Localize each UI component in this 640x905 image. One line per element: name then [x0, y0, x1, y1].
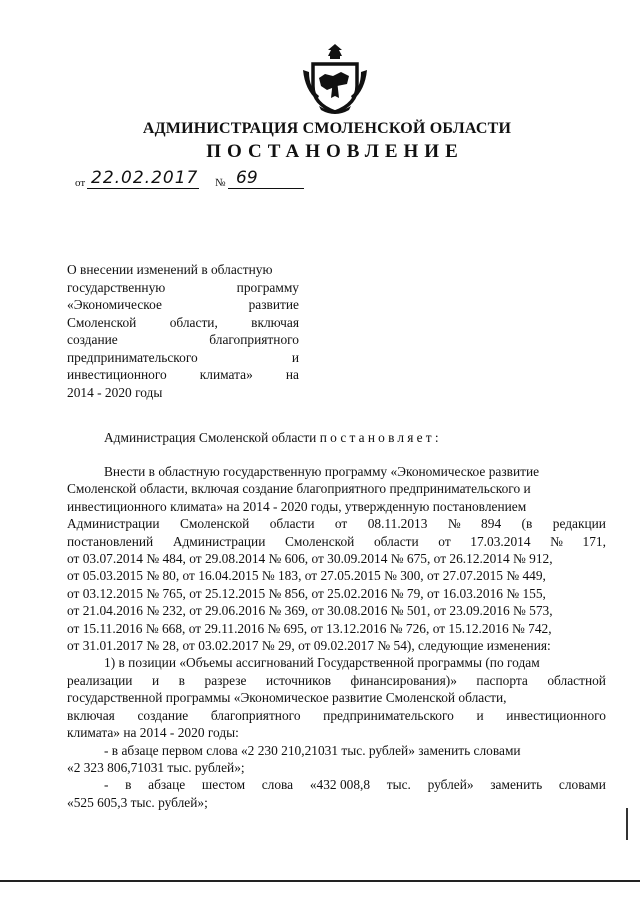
body-text: инвестиционного климата» на 2014 - 2020 годы, утвержденную постановлением	[67, 498, 527, 514]
body-text: области	[373, 533, 419, 549]
body-text: паспорта	[476, 672, 528, 688]
body-text: инвестиционного	[506, 707, 606, 723]
body-text: абзаце	[148, 777, 186, 793]
subject-line	[67, 349, 299, 367]
body-text: и	[151, 672, 160, 688]
body-text: от 31.01.2017 № 28, от 03.02.2017 № 29, от 09.02.2017 № 54), следующие изменения:	[67, 638, 551, 654]
body-text: включая	[67, 707, 115, 723]
body-text: от 15.11.2016 № 668, от 29.11.2016 № 695, от 13.12.2016 № 726, от 15.12.2016 № 742,	[67, 620, 552, 636]
subject-text: государственную	[67, 279, 166, 295]
body-line	[67, 515, 606, 532]
body-text: Внести в областную государственную программу «Экономическое развитие	[104, 464, 540, 479]
body-line	[67, 480, 606, 497]
subject-text: О внесении изменений в областную	[67, 262, 273, 277]
body-line	[67, 654, 606, 671]
body-text: создание	[137, 707, 189, 723]
subject-text: программу	[236, 279, 299, 295]
body-line	[67, 463, 606, 480]
coat-of-arms-emblem	[297, 40, 373, 116]
body-text: рублей»	[427, 777, 474, 793]
subject-line	[67, 261, 299, 279]
body-line	[67, 759, 606, 776]
subject-line	[67, 296, 299, 314]
body-text: №	[550, 533, 563, 549]
body-line	[67, 637, 606, 654]
body-text: в	[125, 777, 132, 793]
body-line	[67, 672, 606, 689]
subject-text: развитие	[248, 297, 299, 312]
subject-text: 2014 - 2020 годы	[67, 384, 163, 400]
body-text: 08.11.2013	[367, 516, 428, 532]
date-prefix: от	[75, 177, 86, 189]
body-line	[67, 724, 606, 741]
body-line	[67, 550, 606, 567]
body-text: тыс.	[386, 777, 411, 793]
body-line	[67, 707, 606, 724]
date-number-line	[75, 168, 315, 192]
body-text: 17.03.2014	[470, 533, 531, 549]
body-line	[67, 776, 606, 793]
body-text: шестом	[201, 777, 246, 793]
body-line	[67, 585, 606, 602]
intro-resolves: постановляет:	[319, 430, 442, 445]
bottom-rule	[0, 880, 640, 882]
body-text: и	[476, 707, 484, 723]
subject-text: области,	[169, 314, 218, 330]
body-line	[67, 498, 606, 515]
main-body	[67, 463, 606, 811]
subject-text: климата»	[199, 367, 253, 382]
subject-text: «Экономическое	[67, 297, 162, 312]
body-text: реализации	[67, 672, 133, 688]
body-text: финансирования)»	[350, 672, 457, 688]
subject-text: Смоленской	[67, 314, 137, 330]
body-text: №	[447, 516, 461, 532]
body-text: 171,	[582, 533, 606, 549]
body-line	[67, 794, 606, 811]
handwritten-number: 69	[228, 168, 304, 189]
body-text: климата» на 2014 - 2020 годы:	[67, 725, 239, 741]
body-text: Смоленской	[284, 533, 355, 549]
body-text: источников	[265, 672, 332, 688]
body-text: от 03.12.2015 № 765, от 25.12.2015 № 856, от 25.02.2016 № 79, от 16.03.2016 № 155,	[67, 585, 546, 601]
body-text: словами	[558, 777, 606, 793]
body-text: редакции	[552, 516, 606, 532]
body-text: «432 008,8	[309, 777, 371, 793]
body-text: - в абзаце первом слова «2 230 210,21031 тыс. рублей» заменить словами	[104, 742, 521, 758]
body-line	[67, 620, 606, 637]
handwritten-date: 22.02.2017	[87, 168, 199, 189]
body-text: 1) в позиции «Объемы ассигнований Государственной программы (по годам	[104, 655, 540, 671]
subject-text: включая	[251, 314, 299, 330]
subject-line	[67, 331, 299, 349]
subject-line	[67, 366, 299, 384]
body-text: от 21.04.2016 № 232, от 29.06.2016 № 369, от 30.08.2016 № 501, от 23.09.2016 № 573,	[67, 603, 553, 619]
body-text: Администрации	[172, 533, 266, 549]
subject-text: на	[285, 367, 299, 382]
body-text: благоприятного	[210, 707, 301, 723]
body-line	[67, 602, 606, 619]
intro-paragraph	[67, 429, 606, 446]
subject-text: инвестиционного	[67, 367, 167, 382]
body-text: Смоленской	[179, 516, 250, 532]
body-text: области	[269, 516, 315, 532]
page-edge-mark	[626, 808, 628, 840]
body-line	[67, 533, 606, 550]
body-text: постановлений	[67, 533, 154, 549]
body-text: заменить	[490, 777, 543, 793]
body-text: от	[334, 516, 348, 532]
subject-line	[67, 314, 299, 332]
body-text: областной	[547, 672, 606, 688]
subject-line	[67, 384, 299, 402]
body-text: «525 605,3 тыс. рублей»;	[67, 794, 208, 810]
subject-block	[67, 261, 299, 401]
body-text: Администрации	[67, 516, 160, 532]
body-line	[67, 742, 606, 759]
body-text: 894	[481, 516, 502, 532]
body-text: в	[178, 672, 185, 688]
body-text: государственной программы «Экономическое развитие Смоленской области,	[67, 690, 507, 706]
body-text: от 03.07.2014 № 484, от 29.08.2014 № 606, от 30.09.2014 № 675, от 26.12.2014 № 912,	[67, 551, 553, 567]
intro-text: Администрация Смоленской области	[104, 430, 317, 445]
body-text: предпринимательского	[323, 707, 454, 723]
body-text: разрезе	[204, 672, 247, 688]
subject-line	[67, 279, 299, 297]
body-text: (в	[521, 516, 533, 532]
body-text: Смоленской области, включая создание благоприятного предпринимательского и	[67, 481, 531, 497]
organization-title: АДМИНИСТРАЦИЯ СМОЛЕНСКОЙ ОБЛАСТИ	[142, 120, 512, 137]
body-text: слова	[261, 777, 294, 793]
body-text: от	[438, 533, 451, 549]
body-text: «2 323 806,71031 тыс. рублей»;	[67, 759, 245, 775]
body-line	[67, 567, 606, 584]
subject-text: благоприятного	[209, 332, 299, 347]
subject-text: и	[291, 349, 299, 365]
number-prefix: №	[215, 177, 226, 189]
subject-text: предпринимательского	[67, 349, 198, 365]
body-line	[67, 689, 606, 706]
subject-text: создание	[67, 332, 118, 347]
body-text: -	[104, 777, 109, 793]
body-text: от 05.03.2015 № 80, от 16.04.2015 № 183, от 27.05.2015 № 300, от 27.07.2015 № 449,	[67, 568, 546, 584]
document-type-heading: ПОСТАНОВЛЕНИЕ	[206, 141, 464, 162]
